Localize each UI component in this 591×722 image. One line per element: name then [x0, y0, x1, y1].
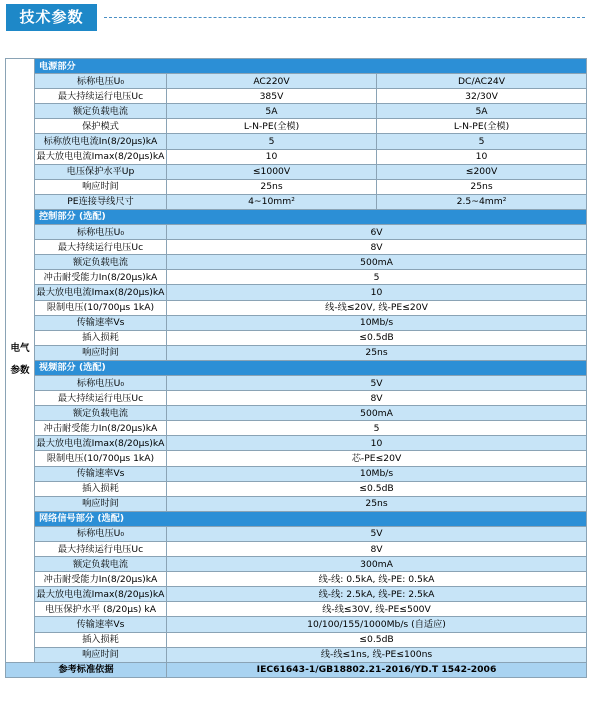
param-value: 10Mb/s — [167, 466, 587, 481]
table-row — [6, 285, 587, 300]
param-value-dc: 32/30V — [377, 89, 587, 104]
video-section-title: 视频部分 (选配) — [35, 360, 587, 375]
param-value-ac: 4~10mm² — [167, 194, 377, 209]
param-label: 传输速率Vs — [35, 315, 167, 330]
param-value-ac: ≤1000V — [167, 164, 377, 179]
param-label: 额定负载电流 — [35, 104, 167, 119]
param-value-dc: 2.5~4mm² — [377, 194, 587, 209]
table-row — [6, 647, 587, 662]
param-value-dc: 5A — [377, 104, 587, 119]
table-row — [6, 572, 587, 587]
param-label: PE连接导线尺寸 — [35, 194, 167, 209]
table-row — [6, 481, 587, 496]
param-label: 标称电压U₀ — [35, 375, 167, 390]
table-row — [6, 134, 587, 149]
param-label: 额定负载电流 — [35, 255, 167, 270]
param-value-ac: 5 — [167, 134, 377, 149]
param-label: 响应时间 — [35, 647, 167, 662]
table-row — [6, 179, 587, 194]
table-row — [6, 526, 587, 541]
param-value: 线-线≤20V, 线-PE≤20V — [167, 300, 587, 315]
param-label: 标称电压U₀ — [35, 225, 167, 240]
table-row — [6, 587, 587, 602]
table-row — [6, 557, 587, 572]
video-section-header — [6, 360, 587, 375]
category-line-1: 电气 — [10, 343, 30, 355]
param-value-dc: 25ns — [377, 179, 587, 194]
param-label: 插入损耗 — [35, 330, 167, 345]
param-label: 标称放电电流In(8/20μs)kA — [35, 134, 167, 149]
param-label: 保护模式 — [35, 119, 167, 134]
param-label: 最大持续运行电压Uc — [35, 240, 167, 255]
table-row — [6, 315, 587, 330]
table-row — [6, 451, 587, 466]
table-row — [6, 300, 587, 315]
param-value-ac: L-N-PE(全模) — [167, 119, 377, 134]
param-label: 响应时间 — [35, 496, 167, 511]
param-value-ac: 25ns — [167, 179, 377, 194]
param-value: ≤0.5dB — [167, 481, 587, 496]
table-row — [6, 89, 587, 104]
param-value: 10Mb/s — [167, 315, 587, 330]
table-row — [6, 194, 587, 209]
param-label: 响应时间 — [35, 345, 167, 360]
param-label: 冲击耐受能力In(8/20μs)kA — [35, 421, 167, 436]
table-row — [6, 240, 587, 255]
param-value: 5V — [167, 526, 587, 541]
network-section-title: 网络信号部分 (选配) — [35, 511, 587, 526]
param-label: 最大放电电流Imax(8/20μs)kA — [35, 149, 167, 164]
table-row — [6, 496, 587, 511]
param-value: 5V — [167, 375, 587, 390]
table-row — [6, 270, 587, 285]
header-divider — [104, 17, 585, 18]
param-value-ac: AC220V — [167, 74, 377, 89]
param-value-dc: 10 — [377, 149, 587, 164]
standards-value: IEC61643-1/GB18802.21-2016/YD.T 1542-2006 — [167, 662, 587, 677]
control-section-title: 控制部分 (选配) — [35, 209, 587, 224]
param-value: 8V — [167, 542, 587, 557]
table-row — [6, 225, 587, 240]
table-row — [6, 436, 587, 451]
param-value: 10 — [167, 285, 587, 300]
param-value: 500mA — [167, 406, 587, 421]
table-row — [6, 74, 587, 89]
param-value: 5 — [167, 421, 587, 436]
table-row — [6, 330, 587, 345]
param-label: 冲击耐受能力In(8/20μs)kA — [35, 572, 167, 587]
table-row — [6, 164, 587, 179]
param-label: 最大放电电流Imax(8/20μs)kA — [35, 587, 167, 602]
param-value-ac: 385V — [167, 89, 377, 104]
param-value: 线-线: 2.5kA, 线-PE: 2.5kA — [167, 587, 587, 602]
category-line-2: 参数 — [10, 365, 30, 377]
table-row — [6, 104, 587, 119]
table-row — [6, 406, 587, 421]
section-title: 技术参数 — [6, 4, 97, 31]
param-label: 电压保护水平Up — [35, 164, 167, 179]
network-section-header — [6, 511, 587, 526]
param-label: 传输速率Vs — [35, 617, 167, 632]
param-value: 10/100/155/1000Mb/s (自适应) — [167, 617, 587, 632]
param-label: 最大持续运行电压Uc — [35, 89, 167, 104]
param-label: 冲击耐受能力In(8/20μs)kA — [35, 270, 167, 285]
param-value: ≤0.5dB — [167, 330, 587, 345]
param-value: 8V — [167, 240, 587, 255]
section-header — [0, 4, 591, 34]
param-label: 限制电压(10/700μs 1kA) — [35, 451, 167, 466]
control-section-header — [6, 209, 587, 224]
param-value: 5 — [167, 270, 587, 285]
power-section-title: 电源部分 — [35, 59, 587, 74]
table-row — [6, 466, 587, 481]
param-value-dc: ≤200V — [377, 164, 587, 179]
param-label: 电压保护水平 (8/20μs) kA — [35, 602, 167, 617]
table-row — [6, 421, 587, 436]
table-row — [6, 255, 587, 270]
table-row — [6, 375, 587, 390]
param-label: 最大持续运行电压Uc — [35, 391, 167, 406]
param-label: 插入损耗 — [35, 632, 167, 647]
param-label: 限制电压(10/700μs 1kA) — [35, 300, 167, 315]
spec-table — [5, 58, 587, 678]
param-label: 额定负载电流 — [35, 406, 167, 421]
table-row — [6, 632, 587, 647]
param-value: 线-线≤1ns, 线-PE≤100ns — [167, 647, 587, 662]
param-label: 插入损耗 — [35, 481, 167, 496]
param-value: 6V — [167, 225, 587, 240]
table-row — [6, 542, 587, 557]
param-label: 响应时间 — [35, 179, 167, 194]
table-row — [6, 149, 587, 164]
table-row — [6, 602, 587, 617]
param-value: 25ns — [167, 345, 587, 360]
param-value: 线-线≤30V, 线-PE≤500V — [167, 602, 587, 617]
param-label: 标称电压U₀ — [35, 526, 167, 541]
param-label: 最大放电电流Imax(8/20μs)kA — [35, 285, 167, 300]
table-row — [6, 391, 587, 406]
param-value: 300mA — [167, 557, 587, 572]
table-row — [6, 119, 587, 134]
param-value: 500mA — [167, 255, 587, 270]
param-value-ac: 5A — [167, 104, 377, 119]
param-value: 线-线: 0.5kA, 线-PE: 0.5kA — [167, 572, 587, 587]
param-label: 最大持续运行电压Uc — [35, 542, 167, 557]
param-value-dc: 5 — [377, 134, 587, 149]
standards-row — [6, 662, 587, 677]
param-value: 25ns — [167, 496, 587, 511]
param-value-dc: L-N-PE(全模) — [377, 119, 587, 134]
standards-label: 参考标准依据 — [6, 662, 167, 677]
param-value: ≤0.5dB — [167, 632, 587, 647]
param-label: 传输速率Vs — [35, 466, 167, 481]
param-label: 最大放电电流Imax(8/20μs)kA — [35, 436, 167, 451]
param-label: 额定负载电流 — [35, 557, 167, 572]
param-value: 10 — [167, 436, 587, 451]
param-value: 8V — [167, 391, 587, 406]
param-label: 标称电压U₀ — [35, 74, 167, 89]
category-cell — [6, 59, 35, 663]
table-row — [6, 617, 587, 632]
spec-table-body — [6, 59, 587, 678]
param-value: 芯-PE≤20V — [167, 451, 587, 466]
param-value-dc: DC/AC24V — [377, 74, 587, 89]
table-row — [6, 345, 587, 360]
param-value-ac: 10 — [167, 149, 377, 164]
spec-table-container — [5, 58, 586, 678]
power-section-header — [6, 59, 587, 74]
